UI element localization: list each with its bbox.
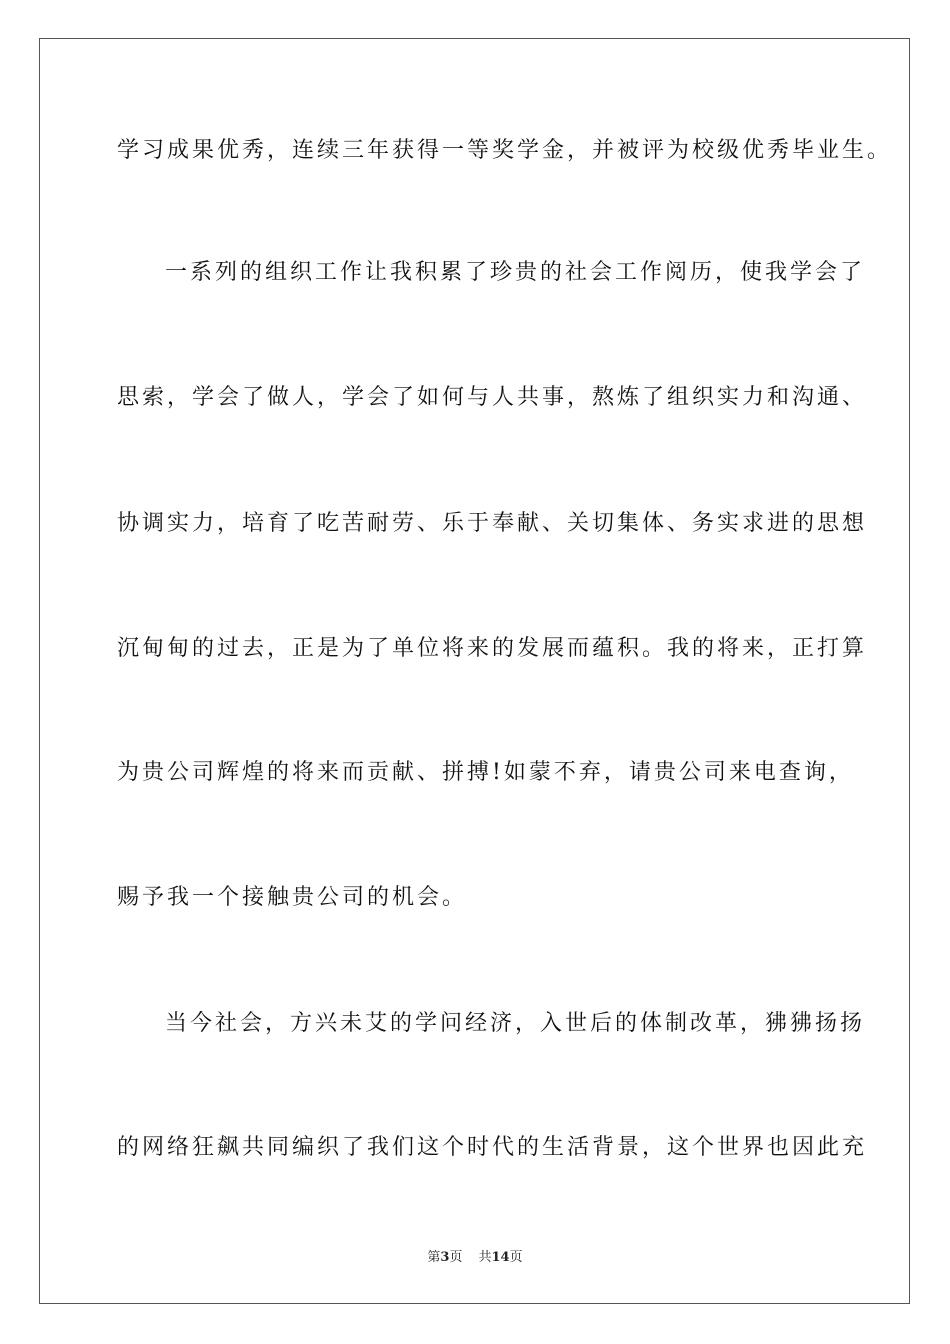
page-footer <box>0 1249 950 1267</box>
text-line-3: 思索，学会了做人，学会了如何与人共事，熬炼了组织实力和沟通、 <box>117 385 868 410</box>
text-line-2: 一系列的组织工作让我积累了珍贵的社会工作阅历，使我学会了 <box>165 260 866 285</box>
total-suffix: 页 <box>509 1250 523 1265</box>
page-number: 3 <box>440 1250 450 1265</box>
text-line-8: 当今社会，方兴未艾的学问经济，入世后的体制改革，狒狒扬扬 <box>165 1011 866 1036</box>
page-border <box>39 38 910 1304</box>
text-line-7: 赐予我一个接触贵公司的机会。 <box>117 885 468 910</box>
text-line-5: 沉甸甸的过去，正是为了单位将来的发展而蕴积。我的将来，正打算 <box>117 636 868 661</box>
total-pages: 14 <box>491 1250 510 1265</box>
page-suffix: 页 <box>449 1250 463 1265</box>
total-prefix: 共 <box>478 1250 492 1265</box>
text-line-4: 协调实力，培育了吃苦耐劳、乐于奉献、关切集体、务实求进的思想 <box>117 511 868 536</box>
text-line-1: 学习成果优秀，连续三年获得一等奖学金，并被评为校级优秀毕业生。 <box>117 138 893 163</box>
page-prefix: 第 <box>427 1250 441 1265</box>
text-line-9: 的网络狂飙共同编织了我们这个时代的生活背景，这个世界也因此充 <box>117 1135 868 1160</box>
text-line-6: 为贵公司辉煌的将来而贡献、拼搏!如蒙不弃，请贵公司来电查询， <box>117 760 854 785</box>
